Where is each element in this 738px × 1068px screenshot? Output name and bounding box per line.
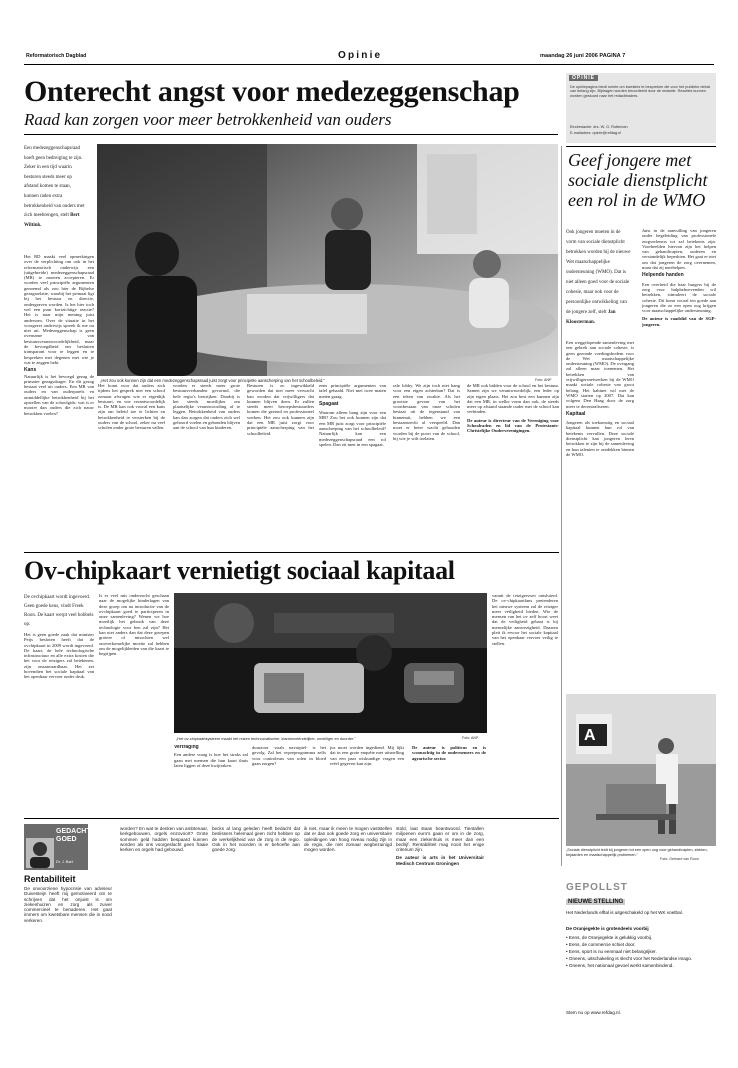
second-author-note: De auteur is politicus en is woonachtig in de ondernemers en de agrarische sector.	[412, 745, 486, 761]
column-author-note: De auteur is arts in het Universitair Medisch Centrum Groningen	[396, 855, 484, 866]
main-author-note-1: De auteur is directeur van de Vereniging voor Schoolraden en lid van de Protestants-Christelijke Ouderverenigingen.	[467, 417, 559, 434]
second-lead-text: De ovchipkaart wordt ingevoerd. Geen goede keus, vindt Freek Roon. De kaart werpt veel hobbels op.	[24, 595, 94, 627]
main-article-title: Onterecht angst voor medezeggenschap	[24, 75, 520, 108]
poll-header: GEPOLLST	[566, 882, 628, 893]
second-article-lead	[24, 593, 94, 633]
second-col-1: Het is geen goede zaak dat minister Peijs besloten heeft dat de ovchipkaart in 2009 wordt ingevoerd. De kaart, de hele technologische infrastructuur en alle extra kosten die het voor de reizigers zal betekenen, zijn onaanvaardbaar. Het zet bovendien het sociale kapitaal van het openbaar vervoer onder druk.	[24, 632, 94, 680]
poll-option[interactable]: • Eens, de Oranjegekte is gelukkig voorbij.	[566, 935, 653, 940]
side-photo-credit: Foto: Gerhard van Roon	[660, 857, 699, 861]
side-article-title: Geef jongere met sociale dienstplicht een rol in de WMO	[568, 150, 708, 210]
column-col-1: De onvoorziene hypocrisie van adviseur Duivesteijn heeft mij gemotiveerd om te schrijven dat het onjuist is om ziekenhuizen en zorg als zuiver commercieel te benaderen. Het gaat immers om kwetsbare mensen die in nood verkeren.	[24, 886, 112, 923]
masthead-paper: Reformatorisch Dagblad	[26, 53, 87, 59]
opinie-box-text: De opiniepagina biedt ruimte om kwesties te bespreken die voor het publieke debat van belang zijn. Bijdragen worden beoordeeld door de redactie. Reacties kunnen worden gestuurd naar het redactieadres.	[570, 85, 710, 98]
main-article-subtitle: Raad kan zorgen voor meer betrokkenheid van ouders	[24, 110, 392, 129]
chipcard-photo-svg	[174, 593, 487, 733]
main-col-5: eens principiële argumenten van tafel gehaald. Niet met twee maten meten graag. Spagaat Waarom alleen bang zijn voor een MR? Zou het ook kunnen zijn dat een MR juist zorgt voor principiële aanscherping van het schoolbeleid? Natuurlijk kan een medezeggenschapsraad een rol spelen. Dan zit men in een spagaat.	[319, 383, 386, 447]
hospital-photo-svg	[566, 694, 716, 846]
second-article-title: Ov-chipkaart vernietigt sociaal kapitaal	[24, 556, 455, 585]
second-col-6	[412, 745, 486, 815]
column-col-4: ik niet, maar ik meen te mogen vaststellen dat er dan ook goede zorg en universitaire opleidingen van hoog niveau nodig zijn in de regio, die niet zomaar wegbezuinigd mogen worden.	[304, 826, 392, 853]
column-col-5: stold, laat staan beantwoord. Tientallen miljoenen euro's gaan er om in de zorg, maar een ziekenhuis is meer dan een bedrijf. Rentabiliteit mag nooit het enige criterium zijn. De auteur is arts in het Universitair Medisch Centrum Groningen	[396, 826, 484, 866]
meeting-photo-svg	[97, 144, 558, 376]
opinie-box-label: OPINIE	[569, 75, 598, 81]
svg-text:A: A	[584, 727, 596, 744]
main-col-7: de MR ook bidden voor de school en het bestuur. Samen zijn we verantwoordelijk, een leder op zijn eigen plaats. Het zou best een kunnen zijn dat een MR, in welke vorm dan ook, de steeds meer op afstand staande ouder met de school kan verbinden. De auteur is directeur van de Vereniging voor Schoolraden en lid van de Protestants-Christelijke Ouderverenigingen.	[467, 383, 559, 434]
main-col-6: rale lobby. We zijn toch niet bang voor een eigen achterban? Dat is een teken van zwakte. Als het grootste gevaar van het voortbestaan van onze scholen bestaat uit de tegenstand van binnenuit, hebben we een bestaansrecht al verspeeld. Dan moet er beter wacht gehouden worden bij de poort van de school, bij wie je wilt toelaten.	[393, 383, 460, 441]
side-top-rule	[566, 146, 716, 147]
second-subhead-vertraging: Vertraging	[174, 745, 199, 750]
main-photo-credit: Foto: ANP	[535, 378, 552, 382]
author-portrait-icon	[26, 838, 54, 868]
poll-option[interactable]: • Oneens, uitschakeling is slecht voor het Nederlandse imago.	[566, 956, 693, 961]
main-lead-text: Een medezeggenschapsraad hoeft geen bedreiging te zijn. Zeker in een tijd waarin besturen steeds meer op afstand komen te staan, kunnen raden extra betrokkenheid van ouders met zich meebrengen, stelt	[24, 146, 85, 219]
opinie-box-editor: Eindredactie: drs. W. G. Rutteman	[570, 125, 628, 129]
opinie-info-box	[566, 73, 716, 143]
main-col-1: Het RD maakt veel opmerkingen over de verplichting om ook in het reformatorisch onderwijs een (uitgebreide) medezeggenschapsraad (MR) te moeten accepteren. Er worden veel principiële argumenten genoemd als zou hier de Bijbelse gezagsrelatie, waarbij het primaat ligt bij het bestuur en directie, ondergraven worden. Is het hier toch wel een puur kortzichtige reactie? Het is naar mijn mening juist andersom. Over de situatie in het voorgezet onderwijs spreek ik me nu niet uit. Medezeggenschap is geen overname van bestuursverantwoordelijkheid, maar de bevoegdheid om besluiten transparant voor te leggen en te bespreken met degenen met wie je wat te zeggen hebt. Kans Natuurlijk is het bevoegd gezag de primaire gezagsdrager. En dit gezag bestaat veel uit ouders. Een MR van ouders en van ouderparels en onmiddellijke betrokkenheid bij het opstellen van de schoolgids: wat is er mooier dan ouders die zich nauw betrokken voelen?	[24, 254, 94, 416]
poll-option[interactable]: • Oneens, het nationaal gevoel werkt samenbindend.	[566, 963, 674, 968]
main-col-2: Het komt voor dat ouders zich tijdens het gesprek met een school zomaar afvragen wie er eigenlijk bestuurt, en wie verantwoordelijk is. De MR kan ook vooral een kans zijn om beleid toe te lichten en betrokkenheid te versterken bij de ouders van de school, zeker nu veel scholen onder grote besturen vallen.	[98, 383, 165, 431]
main-article-photo	[97, 144, 558, 376]
poll-footer[interactable]: Stem nu op www.refdag.nl.	[566, 1010, 621, 1015]
title-rule	[24, 134, 558, 135]
main-article-lead	[24, 144, 86, 254]
second-photo-credit: Foto: ANP	[462, 736, 479, 740]
main-subhead-kans: Kans	[24, 367, 37, 374]
side-subhead-kapitaal: Kapitaal	[566, 410, 586, 417]
side-lead-text: Ook jongeren moeten in de vorm van sociale dienstplicht betrokken worden bij de nieuwe Wet maatschappelijke ondersteuning (WMO). Dat is niet alleen goed voor de sociale cohesie, maar ook voor de persoonlijke ontwikkeling van de jongere zelf, stelt	[566, 230, 631, 315]
main-col-4: Besturen is zo ingewikkeld geworden dat niet meer verwacht kan worden dat vrijwilligers dat kunnen blijven doen. Er zullen steeds meer beroepsbestuurders komen die gezond en professioneel werken. Het zou ook kunnen zijn dat een MR juist zorgt voor principiële aanscherping van het schoolbeleid.	[247, 383, 314, 436]
second-article-photo	[174, 593, 487, 733]
column-header-label: GEDACHTE GOED	[56, 828, 96, 843]
second-bottom-rule	[24, 818, 559, 819]
masthead-rule	[24, 64, 714, 65]
poll-options	[566, 934, 716, 969]
poll-statement: Het Nederlands elftal is uitgeschakeld op het WK voetbal.	[566, 910, 683, 915]
side-photo-caption: „Sociale dienstplicht leidt bij jongeren tot een open oog voor gehandicapten, ziekten, bejaarden en maatschappelijk problemen."	[566, 848, 708, 857]
poll-results-label: De Oranjegekte is grotendeels voorbij	[566, 926, 649, 931]
main-lead-author: Bert Wiltink.	[24, 213, 80, 228]
second-col-7: vanuit de reizigerswet ontsluierd. De ov-chipkaartfans pretenderen het nieuwe systeem zal de reiziger meer veiligheid bieden. Wie de mensen van het ov zelf hoort weet dat de veiligheid gebaat is bij menselijke aanwezigheid. Daarom pleit ik ervoor het sociale kapitaal van het openbaar vervoer veilig te stellen.	[492, 593, 558, 646]
side-author-note: De auteur is raadslid van de SGP-jongeren.	[642, 316, 716, 327]
column-title: Rentabiliteit	[24, 874, 76, 884]
side-vertical-rule	[561, 146, 562, 866]
main-bottom-rule	[24, 552, 559, 553]
poll-option[interactable]: • Eens, de commercie schiet door.	[566, 942, 636, 947]
column-col-3: becks al lang geleden heeft bedacht dat beslissers helemaal geen zicht hebben op de werkelijkheid van de zorg in de regio. Ook in het noorden is er behoefte aan goede zorg.	[212, 826, 300, 853]
column-byline: Dr. J. Bart	[56, 860, 73, 864]
second-photo-caption: „Het ov-chipkaartsysteem maakt het reizen technocratischer, klantonvriendelijker, onveiliger en duurder."	[176, 736, 356, 741]
poll-box	[566, 870, 716, 1050]
second-col-2: Is er veel mis onderzocht geschaan naar de mogelijke hinderlagen van deze groep om na introductie van de ovchipkaart goed te participeren in onze samenleving? Wenen we hoe moeilijk het gebruik van deze technologie voor hen zal zijn? Het kan niet anders dan dat deze groepen grotere of misschien wel onoverkomelijke moeite zal hebben om de mogelijkheden van die kaart te begrijpen.	[99, 593, 169, 657]
opinie-box-email: E-mailadres: opinie@refdag.nl	[570, 131, 622, 135]
side-article-photo	[566, 694, 716, 846]
masthead-date-page: maandag 26 juni 2006 PAGINA 7	[540, 53, 626, 59]
main-photo-caption: „Het zou ook kunnen zijn dat een medezeggenschapsraad juist zorgt voor principiële aanscherping van het schoolbeleid."	[100, 378, 325, 383]
side-subhead-helpende-handen: Helpende handen	[642, 272, 684, 279]
side-col-2: Juist in de aanvulling van jongeren onder begeleiding van professionele zorgverleners tot zal betekenis zijn. Voorbeelden hiervan zijn het helpen van gehandicapten, ouderen en verstandelijk beperkten. Het gaat er niet om dat jongeren de zorg overnemen, maar dat zij meehelpen. Helpende handen Een overheid die haar burgers bij de zorg voor hulpbehoevenden wil betrekken, stimuleert de sociale cohesie. Dit komt vooral ten goede aan jongeren die zo een open oog krijgen voor maatschappelijke ondersteuning. De auteur is raadslid van de SGP-jongeren.	[642, 228, 716, 327]
main-col-3: worden er steeds meer grote bestuursverbanden gevormd, die hele regio's bestrijken. Daarbij is het steeds moeilijker om plaatselijke verantwoording af te leggen. Betrokkenheid van ouders kan dan zorgen dat ouders zich wel gehoord voelen en gebonden blijven aan de school van hun kinderen.	[173, 383, 240, 431]
column-header-box	[24, 824, 96, 870]
second-col-5: jus moet worden ingediend. Mij lijkt dat in een grote enquête met uitsnelling van een paar wiskundige vragen een reëel gegeven kan zijn.	[330, 745, 404, 766]
side-article-lead	[566, 228, 632, 343]
masthead-section: Opinie	[338, 50, 383, 61]
poll-option[interactable]: • Eens, sport is nu eenmaal niet belangrijker.	[566, 949, 657, 954]
side-lead-author: Jan Kloosterman.	[566, 310, 616, 325]
second-col-4: duurzoor -zoals navarpiel- is het gevolg. Zal het ovpreprogramma zelfs voor controleurs van rolen in bloed gaan zorgen?	[252, 745, 326, 766]
main-subhead-spagaat: Spagaat	[319, 400, 339, 407]
side-col-1: Een weggelopende samenleving met een gebrek aan sociale cohesie, is geen gezonde voedingsbodem voor de Wet maatschappelijke ondersteuning (WMO). De overgang zal alleen maar toenemen. Het betrekken van vrijwilligersnetwerken bij de WMO maakt sociale cohesie van groot belang. Het kabinet wil met de WMO starten op 2007. Dat kan volgens Den Haag door de zorg meer te decentraliseren. Kapitaal Jongeren als toekomstig en sociaal kapitaal kunnen hun rol van betekenis vervullen. Deze sociale dienstplicht kan jongeren leren betrokken te zijn bij de samenleving en hun talenten te ontdekken binnen de WMO.	[566, 340, 634, 457]
second-col-3: Vertraging Een andere vraag is hoe het straks zal gaan met mensen die hun kaart thuis laten liggen of deze kwijtraken.	[174, 745, 248, 768]
poll-stelling-label: NIEUWE STELLING	[568, 899, 624, 905]
column-col-2: worden? En wat te denken van ambtenaar, kerkgebouwen, orgels enzovoort? Grote sommen geld hadden bespaard kunnen worden als ons voorgeslacht geen fraaie kerken en orgels had gebouwd.	[120, 826, 208, 853]
